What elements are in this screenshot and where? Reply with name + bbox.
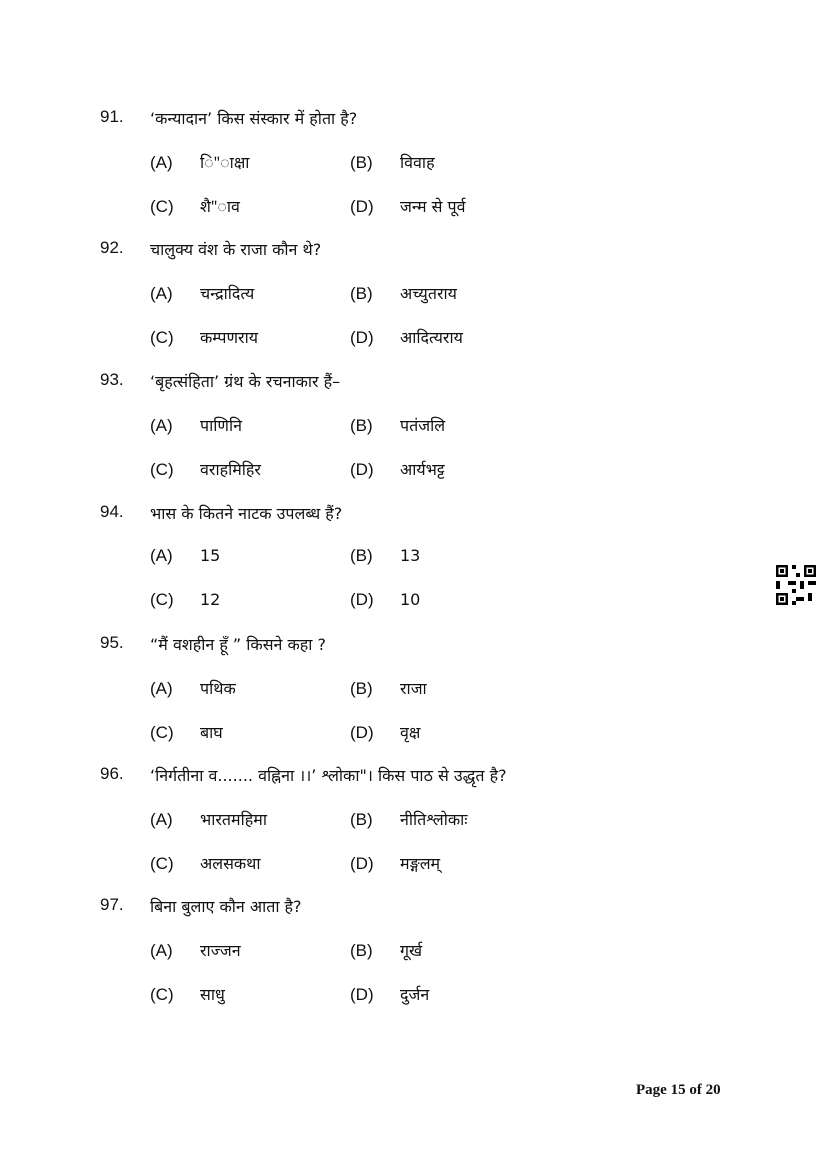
option-label: (C)	[150, 197, 174, 216]
answer-option	[150, 458, 261, 480]
option-label: (D)	[350, 460, 374, 479]
option-text: बाघ	[200, 723, 223, 742]
question-number: 96.	[100, 764, 124, 783]
option-label: (A)	[150, 546, 173, 565]
option-text: अच्युतराय	[400, 284, 457, 303]
option-text: 15	[200, 546, 221, 565]
current-page: 15	[670, 1082, 686, 1098]
answer-option	[350, 282, 457, 304]
question-text: ‘कन्यादान’ किस संस्कार में होता है?	[150, 109, 358, 128]
answer-option	[350, 677, 427, 699]
option-text: मङ्गलम्	[400, 854, 441, 873]
option-text: 12	[200, 590, 221, 609]
qr-code-icon	[776, 565, 816, 605]
option-text: दुर्जन	[400, 985, 430, 1004]
question-text: भास के कितने नाटक उपलब्ध हैं?	[150, 504, 343, 523]
question-text: ‘निर्गतीना व....... वह्निना ।।’ श्लोका"। किस पाठ से उद्धृत है?	[150, 766, 507, 785]
answer-option	[350, 808, 468, 830]
option-label: (C)	[150, 985, 174, 1004]
option-label: (B)	[350, 284, 373, 303]
option-label: (D)	[350, 723, 374, 742]
question-number: 97.	[100, 895, 124, 914]
total-pages: 20	[705, 1082, 721, 1098]
question-text: चालुक्य वंश के राजा कौन थे?	[150, 240, 322, 259]
page-footer	[636, 1082, 721, 1099]
option-label: (A)	[150, 941, 173, 960]
answer-option	[350, 458, 445, 480]
option-text: पतंजलि	[400, 416, 446, 435]
answer-option	[150, 195, 240, 217]
option-text: चन्द्रादित्य	[200, 284, 255, 303]
answer-option	[150, 546, 220, 566]
option-label: (D)	[350, 328, 374, 347]
option-text: वृक्ष	[400, 723, 421, 742]
option-text: भारतमहिमा	[200, 810, 267, 829]
option-text: नीतिश्लोकाः	[400, 810, 468, 829]
option-text: आदित्यराय	[400, 328, 463, 347]
answer-option	[350, 721, 420, 743]
option-label: (D)	[350, 197, 374, 216]
answer-option	[150, 151, 249, 173]
option-text: पाणिनि	[200, 416, 242, 435]
option-text: ि"ाक्षा	[200, 153, 250, 172]
option-label: (A)	[150, 679, 173, 698]
option-label: (A)	[150, 416, 173, 435]
answer-option	[350, 852, 440, 874]
answer-option	[350, 546, 420, 566]
option-text: जन्म से पूर्व	[400, 197, 466, 216]
answer-option	[150, 808, 267, 830]
page-of-label: of	[689, 1082, 702, 1098]
answer-option	[150, 326, 258, 348]
option-text: कम्पणराय	[200, 328, 259, 347]
option-label: (B)	[350, 941, 373, 960]
page-label: Page	[636, 1082, 667, 1098]
answer-option	[150, 721, 223, 743]
question-number: 94.	[100, 502, 124, 521]
answer-option	[150, 852, 261, 874]
answer-option	[150, 983, 225, 1005]
option-text: पथिक	[200, 679, 236, 698]
answer-option	[150, 590, 220, 610]
option-label: (A)	[150, 810, 173, 829]
option-label: (D)	[350, 985, 374, 1004]
option-label: (C)	[150, 460, 174, 479]
option-text: अलसकथा	[200, 854, 261, 873]
question-text: “मैं वशहीन हूँ ” किसने कहा ?	[150, 635, 327, 654]
question-number: 93.	[100, 370, 124, 389]
option-label: (D)	[350, 854, 374, 873]
option-text: गूर्ख	[400, 941, 423, 960]
option-label: (C)	[150, 328, 174, 347]
option-text: साधु	[200, 985, 225, 1004]
option-label: (B)	[350, 416, 373, 435]
option-text: शै"ाव	[200, 197, 240, 216]
question-number: 92.	[100, 238, 124, 257]
answer-option	[350, 983, 429, 1005]
answer-option	[350, 414, 445, 436]
option-label: (A)	[150, 284, 173, 303]
option-label: (C)	[150, 854, 174, 873]
option-text: 10	[400, 590, 421, 609]
question-number: 95.	[100, 633, 124, 652]
answer-option	[150, 282, 254, 304]
answer-option	[150, 939, 241, 961]
answer-option	[350, 939, 422, 961]
option-label: (A)	[150, 153, 173, 172]
option-label: (C)	[150, 590, 174, 609]
option-label: (B)	[350, 679, 373, 698]
question-text: ‘बृहत्संहिता’ ग्रंथ के रचनाकार हैं–	[150, 372, 341, 391]
question-text: बिना बुलाए कौन आता है?	[150, 897, 302, 916]
answer-option	[350, 590, 420, 610]
option-label: (B)	[350, 153, 373, 172]
option-label: (B)	[350, 546, 373, 565]
answer-option	[350, 151, 435, 173]
answer-option	[350, 326, 463, 348]
option-text: राज्जन	[200, 941, 241, 960]
option-text: आर्यभट्ट	[400, 460, 445, 479]
question-number: 91.	[100, 107, 124, 126]
option-text: विवाह	[400, 153, 435, 172]
answer-option	[150, 677, 236, 699]
option-text: 13	[400, 546, 421, 565]
option-text: राजा	[400, 679, 427, 698]
option-text: वराहमिहिर	[200, 460, 261, 479]
option-label: (B)	[350, 810, 373, 829]
answer-option	[150, 414, 242, 436]
option-label: (D)	[350, 590, 374, 609]
answer-option	[350, 195, 466, 217]
option-label: (C)	[150, 723, 174, 742]
